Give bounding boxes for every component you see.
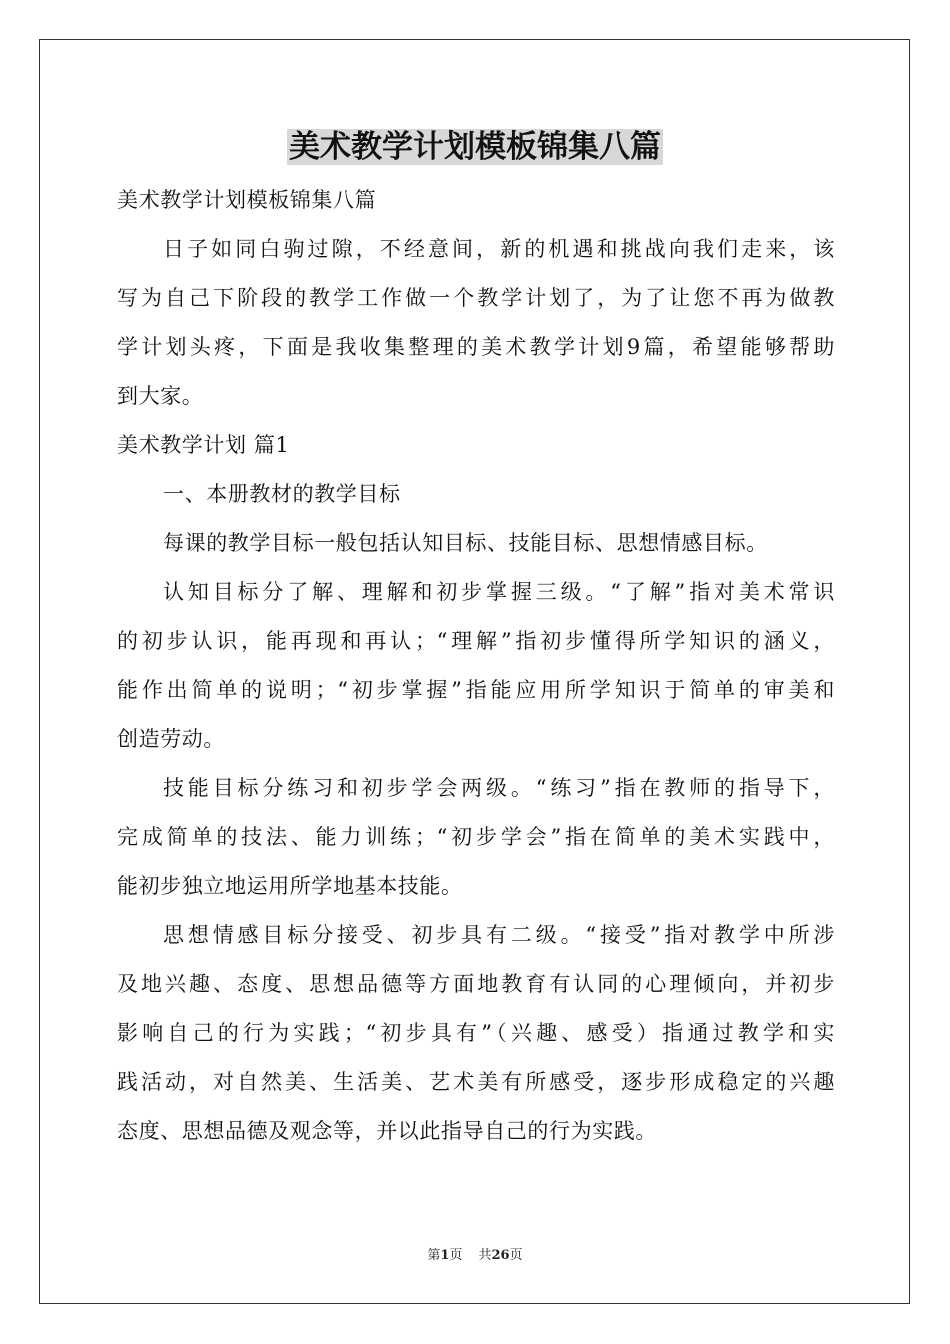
page-footer xyxy=(0,1247,950,1265)
footer-page-number: 1 xyxy=(440,1248,450,1263)
text-line: 每课的教学目标一般包括认知目标、技能目标、思想情感目标。 xyxy=(163,531,768,555)
footer-total-suffix: 页 xyxy=(509,1248,523,1263)
text-line: 日子如同白驹过隙，不经意间，新的机遇和挑战向我们走来，该 xyxy=(163,237,835,261)
document-body xyxy=(117,179,835,1159)
text-line: 践活动，对自然美、生活美、艺术美有所感受，逐步形成稳定的兴趣 xyxy=(117,1070,835,1094)
text-line: 认知目标分了解、理解和初步掌握三级。“了解”指对美术常识 xyxy=(163,580,835,604)
footer-total-prefix: 共 xyxy=(478,1248,492,1263)
text-line: 美术教学计划模板锦集八篇 xyxy=(117,188,377,212)
text-line: 完成简单的技法、能力训练；“初步学会”指在简单的美术实践中， xyxy=(117,825,835,849)
footer-total-pages: 26 xyxy=(491,1248,510,1263)
text-line: 能初步独立地运用所学地基本技能。 xyxy=(117,874,463,898)
text-line: 学计划头疼，下面是我收集整理的美术教学计划9篇，希望能够帮助 xyxy=(117,335,835,359)
document-title xyxy=(0,124,950,170)
text-line: 技能目标分练习和初步学会两级。“练习”指在教师的指导下， xyxy=(163,776,835,800)
text-line: 态度、思想品德及观念等，并以此指导自己的行为实践。 xyxy=(117,1119,657,1143)
text-line: 能作出简单的说明；“初步掌握”指能应用所学知识于简单的审美和 xyxy=(117,678,835,702)
text-line: 一、本册教材的教学目标 xyxy=(163,482,401,506)
text-line: 及地兴趣、态度、思想品德等方面地教育有认同的心理倾向，并初步 xyxy=(117,972,835,996)
text-line: 到大家。 xyxy=(117,384,204,408)
footer-page-prefix: 第 xyxy=(427,1248,441,1263)
text-line: 创造劳动。 xyxy=(117,727,225,751)
text-line: 的初步认识，能再现和再认；“理解”指初步懂得所学知识的涵义， xyxy=(117,629,835,653)
text-line: 美术教学计划 篇1 xyxy=(117,433,290,457)
text-line: 思想情感目标分接受、初步具有二级。“接受”指对教学中所涉 xyxy=(163,923,835,947)
text-line: 写为自己下阶段的教学工作做一个教学计划了，为了让您不再为做教 xyxy=(117,286,835,310)
text-line: 影响自己的行为实践；“初步具有”（兴趣、感受）指通过教学和实 xyxy=(117,1021,835,1045)
document-title-text: 美术教学计划模板锦集八篇 xyxy=(289,129,661,165)
footer-page-suffix: 页 xyxy=(449,1248,463,1263)
